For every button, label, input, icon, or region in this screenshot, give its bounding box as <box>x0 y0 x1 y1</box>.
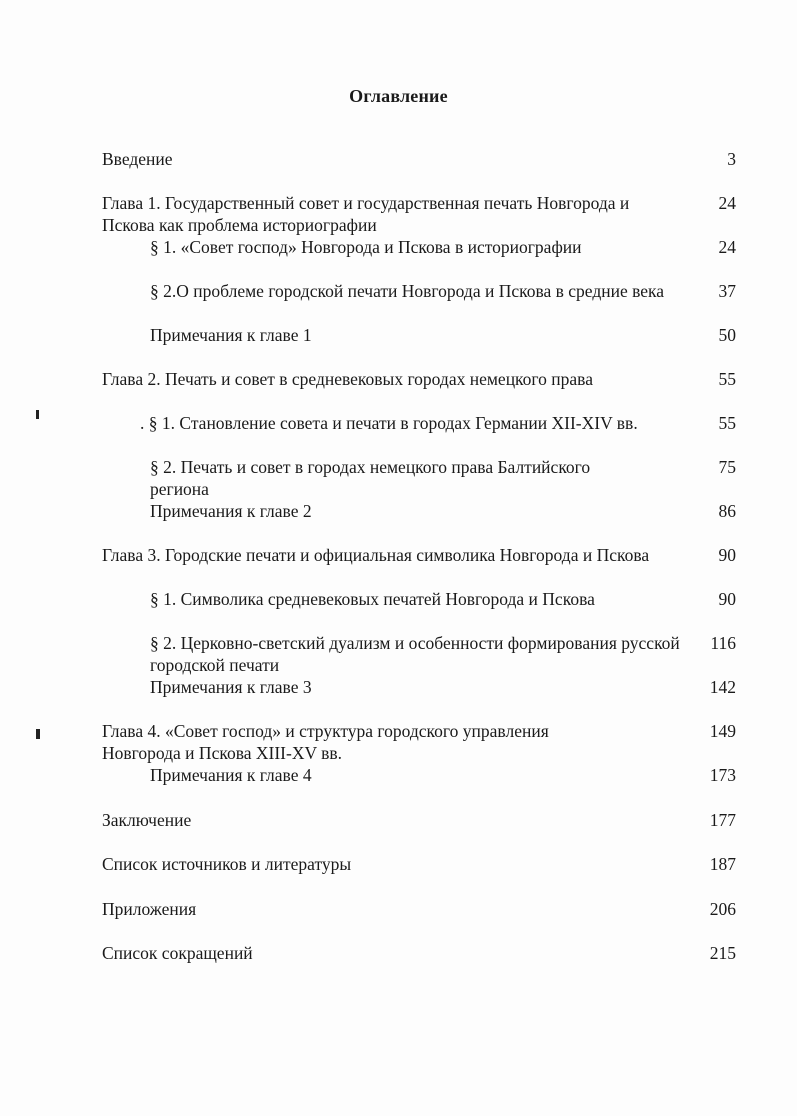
toc-entry-text: Список источников и литературы <box>102 854 352 874</box>
scan-mark <box>36 729 40 739</box>
toc-page-number: 50 <box>718 325 736 345</box>
toc-page-number: 86 <box>718 501 736 521</box>
toc-page-number: 3 <box>727 149 736 169</box>
toc-page-number: 215 <box>709 943 736 963</box>
toc-entry-text: Введение <box>102 149 173 169</box>
toc-entry-appendices <box>102 898 582 920</box>
toc-entry-text: Примечания к главе 2 <box>150 501 312 521</box>
toc-entry-text: § 2. Церковно-светский дуализм и особенности формирования русской городской печати <box>150 633 680 675</box>
toc-entry-abbreviations <box>102 942 582 964</box>
toc-page-number: 37 <box>718 281 736 301</box>
toc-page-number: 90 <box>718 589 736 609</box>
toc-entry-section-2-1 <box>140 412 680 434</box>
toc-entry-text: § 1. «Совет господ» Новгорода и Пскова в историографии <box>150 237 582 257</box>
scan-mark <box>36 410 39 419</box>
toc-page-number: 55 <box>718 369 736 389</box>
toc-entry-section-3-2 <box>150 632 680 676</box>
toc-entry-text: Примечания к главе 3 <box>150 677 312 697</box>
toc-entry-text: Глава 4. «Совет господ» и структура городского управления Новгорода и Пскова XIII-XV вв. <box>102 721 549 763</box>
toc-entry-text: § 2.О проблеме городской печати Новгорода и Пскова в средние века <box>150 281 665 301</box>
toc-entry-chapter-3 <box>102 544 662 566</box>
toc-page-number: 206 <box>709 899 736 919</box>
toc-page-number: 116 <box>710 633 736 653</box>
toc-entry-text: § 2. Печать и совет в городах немецкого права Балтийского региона <box>150 457 591 499</box>
toc-entry-text: § 1. Символика средневековых печатей Новгорода и Пскова <box>150 589 595 609</box>
toc-page-number: 24 <box>718 237 736 257</box>
toc-entry-introduction <box>102 148 662 170</box>
toc-page-number: 149 <box>709 721 736 741</box>
toc-entry-text: Примечания к главе 4 <box>150 765 312 785</box>
toc-entry-text: Заключение <box>102 810 192 830</box>
toc-entry-notes-3 <box>150 676 630 698</box>
toc-entry-text: Глава 1. Государственный совет и государственная печать Новгорода и Пскова как проблема историографии <box>102 193 630 235</box>
toc-page-number: 24 <box>718 193 736 213</box>
toc-entry-bibliography <box>102 853 582 875</box>
toc-entry-chapter-2 <box>102 368 686 390</box>
toc-entry-text: Примечания к главе 1 <box>150 325 312 345</box>
toc-entry-notes-4 <box>150 764 630 786</box>
toc-entry-chapter-4 <box>102 720 617 764</box>
toc-entry-chapter-1 <box>102 192 686 236</box>
toc-entry-section-1-2 <box>150 280 692 302</box>
toc-page-number: 187 <box>709 854 736 874</box>
toc-page-number: 142 <box>709 677 736 697</box>
toc-entry-text: Приложения <box>102 899 197 919</box>
toc-page-number: 55 <box>718 413 736 433</box>
toc-page-number: 75 <box>718 457 736 477</box>
page-title: Оглавление <box>349 86 448 106</box>
toc-entry-text: Список сокращений <box>102 943 253 963</box>
toc-entry-section-2-2 <box>150 456 650 500</box>
toc-entry-text: Глава 2. Печать и совет в средневековых городах немецкого права <box>102 369 593 389</box>
toc-entry-text: . § 1. Становление совета и печати в городах Германии XII-XIV вв. <box>140 413 638 433</box>
toc-entry-section-3-1 <box>150 588 680 610</box>
toc-entry-conclusion <box>102 809 582 831</box>
toc-entry-notes-1 <box>150 324 630 346</box>
toc-page-number: 173 <box>709 765 736 785</box>
toc-page-number: 90 <box>718 545 736 565</box>
toc-entry-text: Глава 3. Городские печати и официальная символика Новгорода и Пскова <box>102 545 650 565</box>
toc-entry-section-1-1 <box>150 236 690 258</box>
toc-entry-notes-2 <box>150 500 630 522</box>
toc-page-number: 177 <box>709 810 736 830</box>
